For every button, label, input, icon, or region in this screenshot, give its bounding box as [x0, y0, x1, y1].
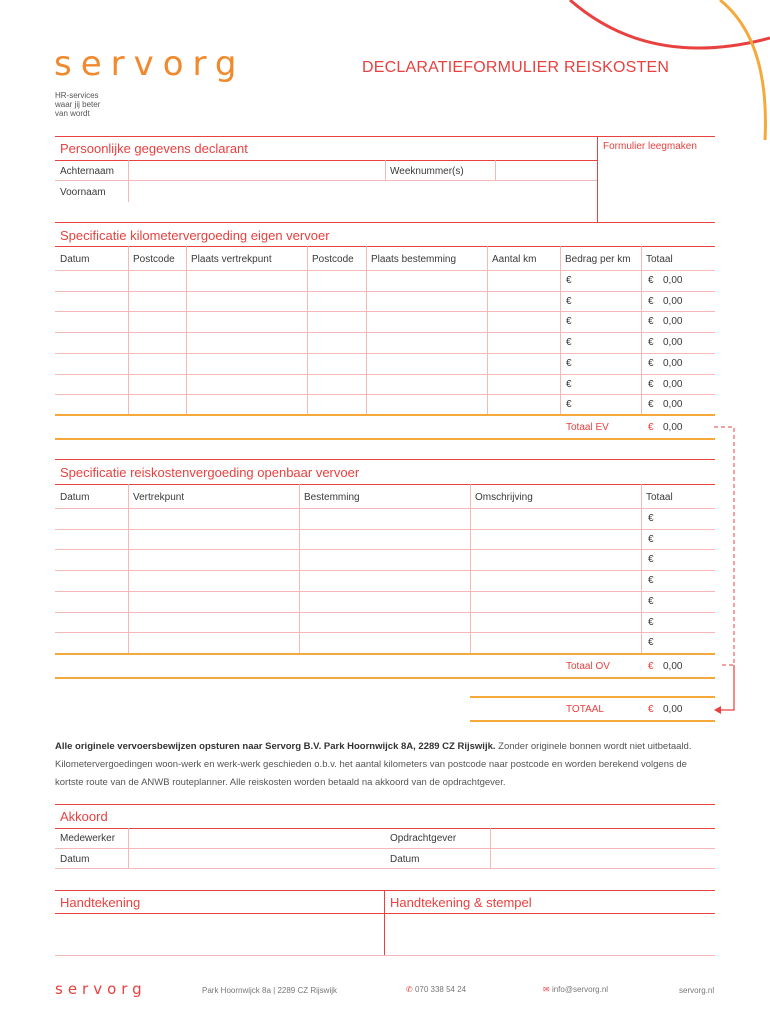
section-heading-km: Specificatie kilometervergoeding eigen vervoer: [60, 228, 330, 243]
section-heading-personal: Persoonlijke gegevens declarant: [60, 141, 248, 156]
ov-total-label: Totaal OV: [566, 661, 610, 672]
km-rate-currency: €: [566, 295, 572, 307]
km-column-header: Datum: [60, 254, 90, 265]
ov-cell-input[interactable]: [471, 633, 640, 652]
km-cell-input[interactable]: [56, 333, 127, 352]
ov-cell-input[interactable]: [471, 530, 640, 549]
signature-area-left[interactable]: [56, 915, 382, 955]
km-cell-input[interactable]: [56, 292, 127, 311]
ov-column-header: Omschrijving: [475, 492, 533, 503]
km-cell-input[interactable]: [488, 375, 559, 394]
ov-total-input[interactable]: [658, 633, 713, 652]
ov-cell-input[interactable]: [129, 613, 298, 632]
km-rate-currency: €: [566, 275, 572, 286]
ov-cell-input[interactable]: [471, 509, 640, 528]
km-cell-input[interactable]: [187, 312, 306, 331]
ov-cell-input[interactable]: [300, 613, 469, 632]
km-total-label: Totaal EV: [566, 422, 609, 433]
km-rate-input[interactable]: [576, 375, 638, 394]
km-cell-input[interactable]: [56, 375, 127, 394]
km-cell-input[interactable]: [308, 375, 365, 394]
ov-cell-input[interactable]: [56, 592, 127, 611]
ov-cell-input[interactable]: [129, 592, 298, 611]
ov-cell-input[interactable]: [56, 633, 127, 652]
km-cell-input[interactable]: [488, 271, 559, 290]
km-cell-input[interactable]: [308, 395, 365, 414]
km-cell-input[interactable]: [187, 354, 306, 373]
ov-cell-input[interactable]: [129, 550, 298, 569]
km-column-header: Totaal: [646, 254, 673, 265]
ov-total-input[interactable]: [658, 592, 713, 611]
opdrachtgever-label: Opdrachtgever: [390, 833, 457, 844]
datum-label-right: Datum: [390, 854, 420, 865]
km-cell-input[interactable]: [488, 395, 559, 414]
medewerker-label: Medewerker: [60, 833, 116, 844]
ov-cell-input[interactable]: [471, 571, 640, 590]
km-cell-input[interactable]: [367, 312, 486, 331]
ov-total-currency-cell: €: [648, 554, 654, 566]
km-cell-input[interactable]: [129, 312, 185, 331]
km-row-total: 0,00: [663, 295, 683, 307]
footer-logo: servorg: [55, 980, 147, 998]
km-cell-input[interactable]: [187, 375, 306, 394]
km-column-header: Postcode: [312, 254, 354, 265]
km-column-header: Bedrag per km: [565, 254, 631, 265]
ov-total-currency-cell: €: [648, 637, 654, 649]
ov-total-currency-cell: €: [648, 595, 654, 607]
ov-cell-input[interactable]: [471, 550, 640, 569]
ov-cell-input[interactable]: [471, 613, 640, 632]
instructions-bold: Alle originele vervoersbewijzen opsturen naar Servorg B.V. Park Hoornwijck 8A, 2289 CZ Rijswijk.: [55, 741, 496, 752]
ov-cell-input[interactable]: [300, 530, 469, 549]
km-cell-input[interactable]: [129, 375, 185, 394]
km-cell-input[interactable]: [488, 354, 559, 373]
ov-cell-input[interactable]: [56, 530, 127, 549]
km-column-header: Plaats bestemming: [371, 254, 457, 265]
km-cell-input[interactable]: [308, 271, 365, 290]
km-cell-input[interactable]: [129, 333, 185, 352]
tagline-line: HR-services: [55, 91, 99, 100]
km-total-currency-cell: €: [648, 337, 654, 349]
km-cell-input[interactable]: [129, 292, 185, 311]
footer-email[interactable]: [543, 985, 608, 994]
datum-input-left[interactable]: [130, 850, 382, 868]
ov-cell-input[interactable]: [471, 592, 640, 611]
ov-total-currency-cell: €: [648, 513, 654, 524]
footer-phone: [406, 985, 466, 994]
ov-total-value: 0,00: [663, 661, 683, 672]
instructions-rest: Zonder originele bonnen wordt niet uitbetaald. Kilometervergoedingen woon-werk en werk-werk geschieden o.b.v. het aantal kilometers van postcode naar postcode en worden berekend volgens de kortste route van de ANWB routeplanner. Alle reiskosten worden betaald na akkoord van de opdrachtgever.: [55, 741, 692, 788]
section-heading-akkoord: Akkoord: [60, 809, 108, 824]
ov-total-input[interactable]: [658, 509, 713, 528]
km-rate-currency: €: [566, 378, 572, 390]
ov-cell-input[interactable]: [300, 633, 469, 652]
ov-cell-input[interactable]: [300, 509, 469, 528]
tagline-line: waar jij beter: [55, 100, 101, 109]
ov-total-input[interactable]: [658, 530, 713, 549]
km-total-currency: €: [648, 422, 654, 433]
km-column-header: Plaats vertrekpunt: [191, 254, 272, 265]
ov-total-input[interactable]: [658, 550, 713, 569]
km-row-total: 0,00: [663, 316, 683, 328]
phone-icon: ✆: [406, 985, 413, 994]
datum-label-left: Datum: [60, 854, 90, 865]
ov-cell-input[interactable]: [56, 550, 127, 569]
tagline-line: van wordt: [55, 109, 90, 118]
km-cell-input[interactable]: [308, 292, 365, 311]
km-rate-input[interactable]: [576, 395, 638, 414]
km-row-total: 0,00: [663, 378, 683, 390]
km-rate-input[interactable]: [576, 333, 638, 352]
ov-column-header: Totaal: [646, 492, 673, 503]
datum-input-right[interactable]: [492, 850, 714, 868]
opdrachtgever-input[interactable]: [492, 830, 714, 848]
ov-total-input[interactable]: [658, 613, 713, 632]
km-cell-input[interactable]: [56, 271, 127, 290]
km-column-header: Aantal km: [492, 254, 537, 265]
grand-total-currency: €: [648, 704, 654, 715]
km-cell-input[interactable]: [488, 333, 559, 352]
ov-column-header: Vertrekpunt: [133, 492, 185, 503]
achternaam-input[interactable]: [130, 162, 380, 180]
voornaam-label: Voornaam: [60, 187, 106, 198]
tagline: [55, 91, 100, 118]
km-rate-currency: €: [566, 337, 572, 349]
ov-cell-input[interactable]: [56, 613, 127, 632]
ov-total-currency-cell: €: [648, 616, 654, 628]
km-cell-input[interactable]: [56, 395, 127, 414]
ov-cell-input[interactable]: [300, 571, 469, 590]
clear-form-button[interactable]: Formulier leegmaken: [603, 141, 697, 152]
km-total-currency-cell: €: [648, 275, 654, 286]
ov-cell-input[interactable]: [129, 633, 298, 652]
km-total-currency-cell: €: [648, 378, 654, 390]
footer-address: Park Hoornwijck 8a | 2289 CZ Rijswijk: [202, 986, 338, 995]
page-title: DECLARATIEFORMULIER REISKOSTEN: [362, 59, 670, 76]
section-heading-signature: Handtekening: [60, 895, 141, 910]
ov-cell-input[interactable]: [300, 592, 469, 611]
total-connector-arrow: [712, 420, 742, 720]
weeknummer-label: Weeknummer(s): [390, 166, 464, 177]
ov-column-header: Datum: [60, 492, 90, 503]
km-cell-input[interactable]: [367, 292, 486, 311]
footer-website[interactable]: servorg.nl: [679, 986, 715, 995]
km-column-header: Postcode: [133, 254, 175, 265]
km-rate-currency: €: [566, 357, 572, 369]
km-cell-input[interactable]: [367, 375, 486, 394]
ov-cell-input[interactable]: [56, 509, 127, 528]
logo: servorg: [54, 44, 246, 84]
km-total-value: 0,00: [663, 422, 683, 433]
voornaam-input[interactable]: [130, 183, 595, 201]
ov-cell-input[interactable]: [129, 571, 298, 590]
km-total-currency-cell: €: [648, 399, 654, 411]
km-cell-input[interactable]: [367, 333, 486, 352]
km-cell-input[interactable]: [308, 354, 365, 373]
km-rate-input[interactable]: [576, 354, 638, 373]
ov-total-currency-cell: €: [648, 575, 654, 587]
km-total-currency-cell: €: [648, 295, 654, 307]
km-row-total: 0,00: [663, 275, 683, 286]
km-cell-input[interactable]: [129, 395, 185, 414]
km-cell-input[interactable]: [367, 271, 486, 290]
km-rate-currency: €: [566, 399, 572, 411]
km-cell-input[interactable]: [367, 395, 486, 414]
km-total-currency-cell: €: [648, 357, 654, 369]
km-row-total: 0,00: [663, 399, 683, 411]
section-heading-signature-stamp: Handtekening & stempel: [390, 895, 532, 910]
ov-cell-input[interactable]: [129, 530, 298, 549]
km-cell-input[interactable]: [56, 312, 127, 331]
medewerker-input[interactable]: [130, 830, 382, 848]
km-cell-input[interactable]: [308, 312, 365, 331]
km-cell-input[interactable]: [129, 271, 185, 290]
km-cell-input[interactable]: [56, 354, 127, 373]
km-rate-input[interactable]: [576, 292, 638, 311]
section-heading-ov: Specificatie reiskostenvergoeding openbaar vervoer: [60, 465, 360, 480]
ov-column-header: Bestemming: [304, 492, 360, 503]
km-cell-input[interactable]: [187, 395, 306, 414]
ov-cell-input[interactable]: [300, 550, 469, 569]
km-cell-input[interactable]: [488, 292, 559, 311]
achternaam-label: Achternaam: [60, 166, 114, 177]
km-cell-input[interactable]: [187, 292, 306, 311]
km-rate-input[interactable]: [576, 271, 638, 290]
ov-cell-input[interactable]: [129, 509, 298, 528]
km-cell-input[interactable]: [367, 354, 486, 373]
km-row-total: 0,00: [663, 357, 683, 369]
ov-total-currency: €: [648, 661, 654, 672]
ov-cell-input[interactable]: [56, 571, 127, 590]
km-cell-input[interactable]: [187, 333, 306, 352]
footer-phone-text: 070 338 54 24: [414, 985, 467, 994]
km-cell-input[interactable]: [308, 333, 365, 352]
mail-icon: ✉: [543, 985, 550, 994]
km-rate-currency: €: [566, 316, 572, 328]
km-total-currency-cell: €: [648, 316, 654, 328]
instructions-note: [55, 738, 705, 792]
km-row-total: 0,00: [663, 337, 683, 349]
km-cell-input[interactable]: [187, 271, 306, 290]
km-rate-input[interactable]: [576, 312, 638, 331]
weeknummer-input[interactable]: [497, 162, 595, 180]
grand-total-value: 0,00: [663, 704, 683, 715]
km-cell-input[interactable]: [129, 354, 185, 373]
footer-email-text: info@servorg.nl: [551, 985, 609, 994]
grand-total-label: TOTAAL: [566, 704, 604, 715]
km-cell-input[interactable]: [488, 312, 559, 331]
ov-total-input[interactable]: [658, 571, 713, 590]
signature-area-right[interactable]: [386, 915, 714, 955]
ov-total-currency-cell: €: [648, 533, 654, 545]
